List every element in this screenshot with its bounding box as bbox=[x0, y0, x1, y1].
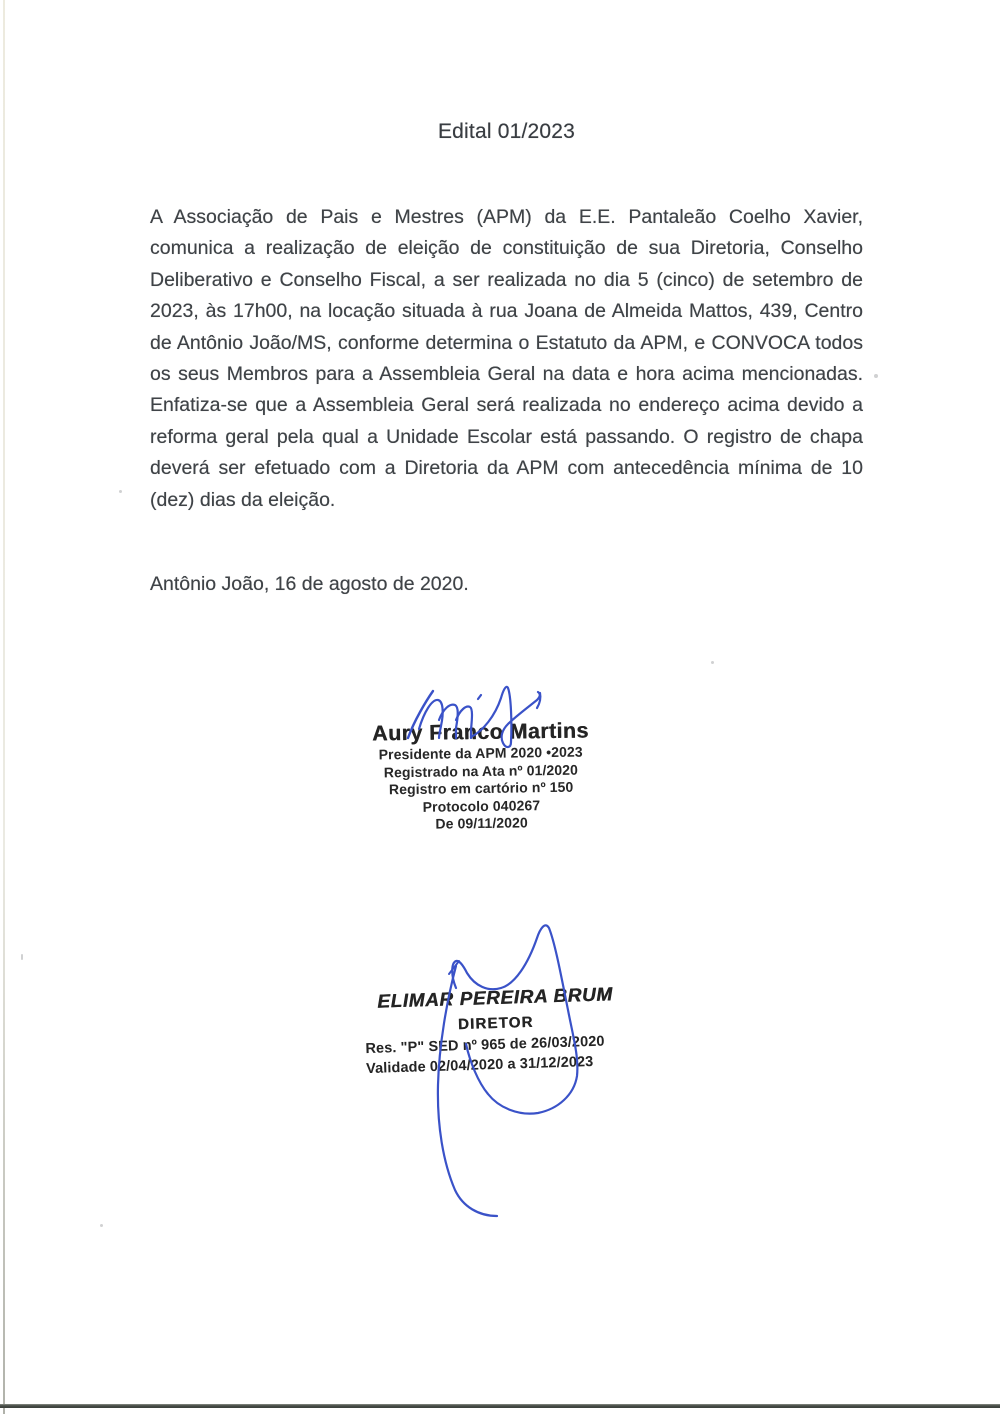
president-stamp bbox=[330, 718, 632, 835]
scan-speck bbox=[119, 490, 122, 493]
president-role: Presidente da APM 2020 •2023 bbox=[378, 743, 583, 763]
scan-bottom-edge bbox=[0, 1404, 1000, 1408]
director-role: DIRETOR bbox=[457, 1013, 534, 1034]
document-title: Edital 01/2023 bbox=[437, 120, 576, 143]
director-validity: Validade 02/04/2020 a 31/12/2023 bbox=[365, 1053, 594, 1078]
scan-left-edge bbox=[3, 0, 5, 1414]
director-stamp bbox=[364, 984, 629, 1079]
president-name: Aury Franco Martins bbox=[371, 718, 589, 746]
scan-speck bbox=[21, 954, 23, 960]
scan-speck bbox=[100, 1224, 103, 1227]
scan-speck bbox=[874, 374, 878, 378]
president-registry-ata: Registrado na Ata nº 01/2020 bbox=[383, 761, 579, 780]
signature-stroke bbox=[449, 961, 459, 974]
president-protocol-date: De 09/11/2020 bbox=[435, 814, 528, 833]
signature-stroke bbox=[537, 693, 540, 708]
signature-stroke bbox=[478, 695, 481, 699]
scan-speck bbox=[711, 661, 714, 664]
president-protocol: Protocolo 040267 bbox=[422, 796, 541, 815]
document-date-line: Antônio João, 16 de agosto de 2020. bbox=[150, 573, 469, 595]
president-registry-cartorio: Registro em cartório nº 150 bbox=[388, 778, 574, 798]
director-resolution: Res. "P" SED nº 965 de 26/03/2020 bbox=[365, 1033, 605, 1058]
document-body-paragraph: A Associação de Pais e Mestres (APM) da E.E. Pantaleão Coelho Xavier, comunica a realização de eleição de constituição de sua Diretoria, Conselho Deliberativo e Conselho Fiscal, a ser realizada no dia 5 (cinco) de setembro de 2023, às 17h00, na locação situada à rua Joana de Almeida Mattos, 439, Centro de Antônio João/MS, conforme determina o Estatuto da APM, e CONVOCA todos os seus Membros para a Assembleia Geral na data e hora acima mencionadas. Enfatiza-se que a Assembleia Geral será realizada no endereço acima devido a reforma geral pela qual a Unidade Escolar está passando. O registro de chapa deverá ser efetuado com a Diretoria da APM com antecedência mínima de 10 (dez) dias da eleição. bbox=[150, 206, 863, 511]
director-name: ELIMAR PEREIRA BRUM bbox=[376, 984, 614, 1013]
